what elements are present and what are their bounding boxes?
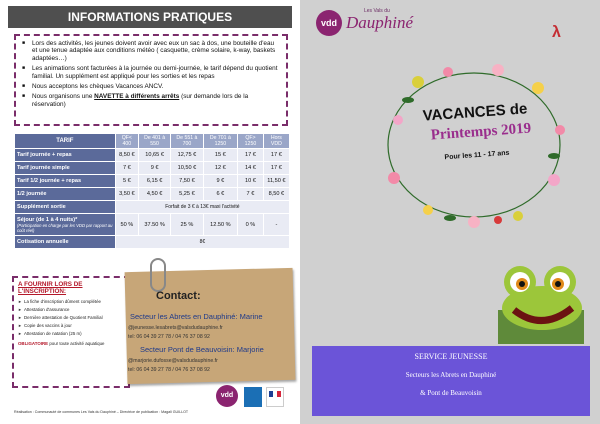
table-row — [15, 188, 290, 201]
info-title: INFORMATIONS PRATIQUES — [8, 6, 292, 28]
contact-title: Contact: — [156, 290, 201, 302]
table-header: De 701 à 1250 — [203, 134, 238, 149]
contact-sector: Secteur les Abrets en Dauphiné: Marine — [130, 312, 263, 321]
table-cell: 5,25 € — [171, 188, 203, 201]
table-row-cotisation — [15, 236, 290, 249]
table-row — [15, 162, 290, 175]
table-cell: 9 € — [203, 175, 238, 188]
navette-link[interactable]: NAVETTE à différents arrêts — [94, 93, 180, 101]
service-jeunesse-banner — [312, 346, 590, 416]
list-item: ► Dernière attestation de Quotient Familial — [18, 314, 124, 322]
printemps-subtitle: Printemps 2019 — [430, 120, 532, 144]
table-cell: - — [263, 214, 289, 236]
table-header: TARIF — [15, 134, 116, 149]
table-cell: 6,15 € — [138, 175, 170, 188]
info-bullet: ■ Nous acceptons les chèques Vacances ANCV. — [32, 83, 280, 90]
row-label: Séjour (de 1 à 4 nuits)* (Participation en charge par les VDD par rapport au coût réel) — [15, 214, 116, 236]
table-cell: 15 € — [203, 149, 238, 162]
tarif-table — [14, 133, 290, 249]
table-header: Hors VDD — [263, 134, 289, 149]
table-header: De 551 à 700 — [171, 134, 203, 149]
contact-phone: tel: 06 04 39 27 78 / 04 76 37 08 92 — [128, 367, 210, 373]
table-cell: 17 € — [263, 149, 289, 162]
frog-icon — [494, 258, 586, 344]
row-label: Tarif journée + repas — [15, 149, 116, 162]
info-box — [14, 34, 288, 126]
row-label: Tarif journée simple — [15, 162, 116, 175]
table-cell: 0 % — [238, 214, 264, 236]
documents-title: A FOURNIR LORS DE L'INSCRIPTION: — [18, 281, 83, 295]
brand-subtitle: Les Vals du — [364, 8, 390, 14]
table-cell: 7 € — [238, 188, 264, 201]
info-bullet: ■ Les animations sont facturées à la journée ou demi-journée, le tarif dépend du quotient familial. Un supplément est appliqué pour les sorties et les repas — [32, 65, 280, 80]
table-header: QF< 400 — [115, 134, 138, 149]
row-label: Supplément sortie — [15, 201, 116, 214]
table-cell: 4,50 € — [138, 188, 170, 201]
brand-name: Dauphiné — [346, 13, 414, 32]
republique-francaise-logo — [266, 387, 284, 407]
contact-email[interactable]: @jeunesse.lesabrets@valsdudauphine.fr — [128, 325, 223, 331]
table-cell: 5 € — [115, 175, 138, 188]
table-cell: 6 € — [203, 188, 238, 201]
table-cell: 14 € — [238, 162, 264, 175]
table-cell: 25 % — [171, 214, 203, 236]
table-cell: 7 € — [115, 162, 138, 175]
list-item: ► Copie des vaccins à jour — [18, 322, 124, 330]
list-item: ► Attestation d'assurance — [18, 306, 124, 314]
table-cell: 12 € — [203, 162, 238, 175]
age-range: Pour les 11 - 17 ans — [444, 149, 510, 162]
table-cell: 10 € — [238, 175, 264, 188]
service-title: SERVICE JEUNESSE — [414, 352, 488, 361]
table-cell: 12.50 % — [203, 214, 238, 236]
cotisation-value: 8€ — [115, 236, 289, 249]
table-cell: 8,50 € — [115, 149, 138, 162]
obligatoire-note: OBLIGATOIRE pour toute activité aquatique — [18, 341, 105, 346]
table-cell: 8,50 € — [263, 188, 289, 201]
row-label: 1/2 journée — [15, 188, 116, 201]
contact-sector: Secteur Pont de Beauvoisin: Marjorie — [140, 345, 264, 354]
supplement-value: Forfait de 3 € à 13€ maxi l'activité — [115, 201, 289, 214]
table-row — [15, 175, 290, 188]
row-label: Tarif 1/2 journée + repas — [15, 175, 116, 188]
contact-phone: tel: 06 04 39 27 78 / 04 76 37 08 92 — [128, 334, 210, 340]
table-cell: 10,50 € — [171, 162, 203, 175]
table-cell: 17 € — [238, 149, 264, 162]
contact-email[interactable]: @marjorie.dufosse@valsdudauphine.fr — [128, 358, 218, 364]
table-cell: 3,50 € — [115, 188, 138, 201]
table-cell: 10,65 € — [138, 149, 170, 162]
table-cell: 50 % — [115, 214, 138, 236]
table-header-row — [15, 134, 290, 149]
sejour-note: (Participation en charge par les VDD par rapport au coût réel) — [17, 222, 113, 233]
table-header: QF> 1250 — [238, 134, 264, 149]
table-row-supplement — [15, 201, 290, 214]
table-row — [15, 149, 290, 162]
table-cell: 37.50 % — [138, 214, 170, 236]
table-cell: 9 € — [138, 162, 170, 175]
table-cell: 12,75 € — [171, 149, 203, 162]
table-cell: 17 € — [263, 162, 289, 175]
row-label: Cotisation annuelle — [15, 236, 116, 249]
info-bullet: ■ Lors des activités, les jeunes doivent avoir avec eux un sac à dos, une bouteille d'eau et une tenue adaptée aux conditions météo ( casquette, crème solaire, k-way, baskets adaptées…) — [32, 40, 280, 62]
vdd-logo: vdd — [316, 10, 342, 36]
publication-footer: Réalisation : Communauté de communes Les Vals du Dauphiné – Directrice de publication : Magali GUILLOT — [14, 410, 189, 414]
service-sectors: & Pont de Beauvoisin — [420, 389, 482, 397]
service-sectors: Secteurs les Abrets en Dauphiné — [405, 371, 497, 379]
paperclip-icon — [150, 258, 166, 292]
figure-icon: λ — [552, 24, 561, 41]
caf-logo — [244, 387, 262, 407]
vacances-title: VACANCES de — [422, 100, 528, 125]
documents-box — [12, 276, 130, 388]
info-bullet-navette: ■ Nous organisons une NAVETTE à différents arrêts (sur demande lors de la réservation) — [32, 93, 280, 108]
table-row-sejour — [15, 214, 290, 236]
list-item: ► Attestation de natation (25 m) — [18, 330, 124, 338]
table-header: De 401 à 550 — [138, 134, 170, 149]
vdd-logo: vdd — [216, 385, 238, 407]
table-cell: 11,50 € — [263, 175, 289, 188]
table-cell: 7,50 € — [171, 175, 203, 188]
list-item: ► La fiche d'inscription dûment complétée — [18, 298, 124, 306]
